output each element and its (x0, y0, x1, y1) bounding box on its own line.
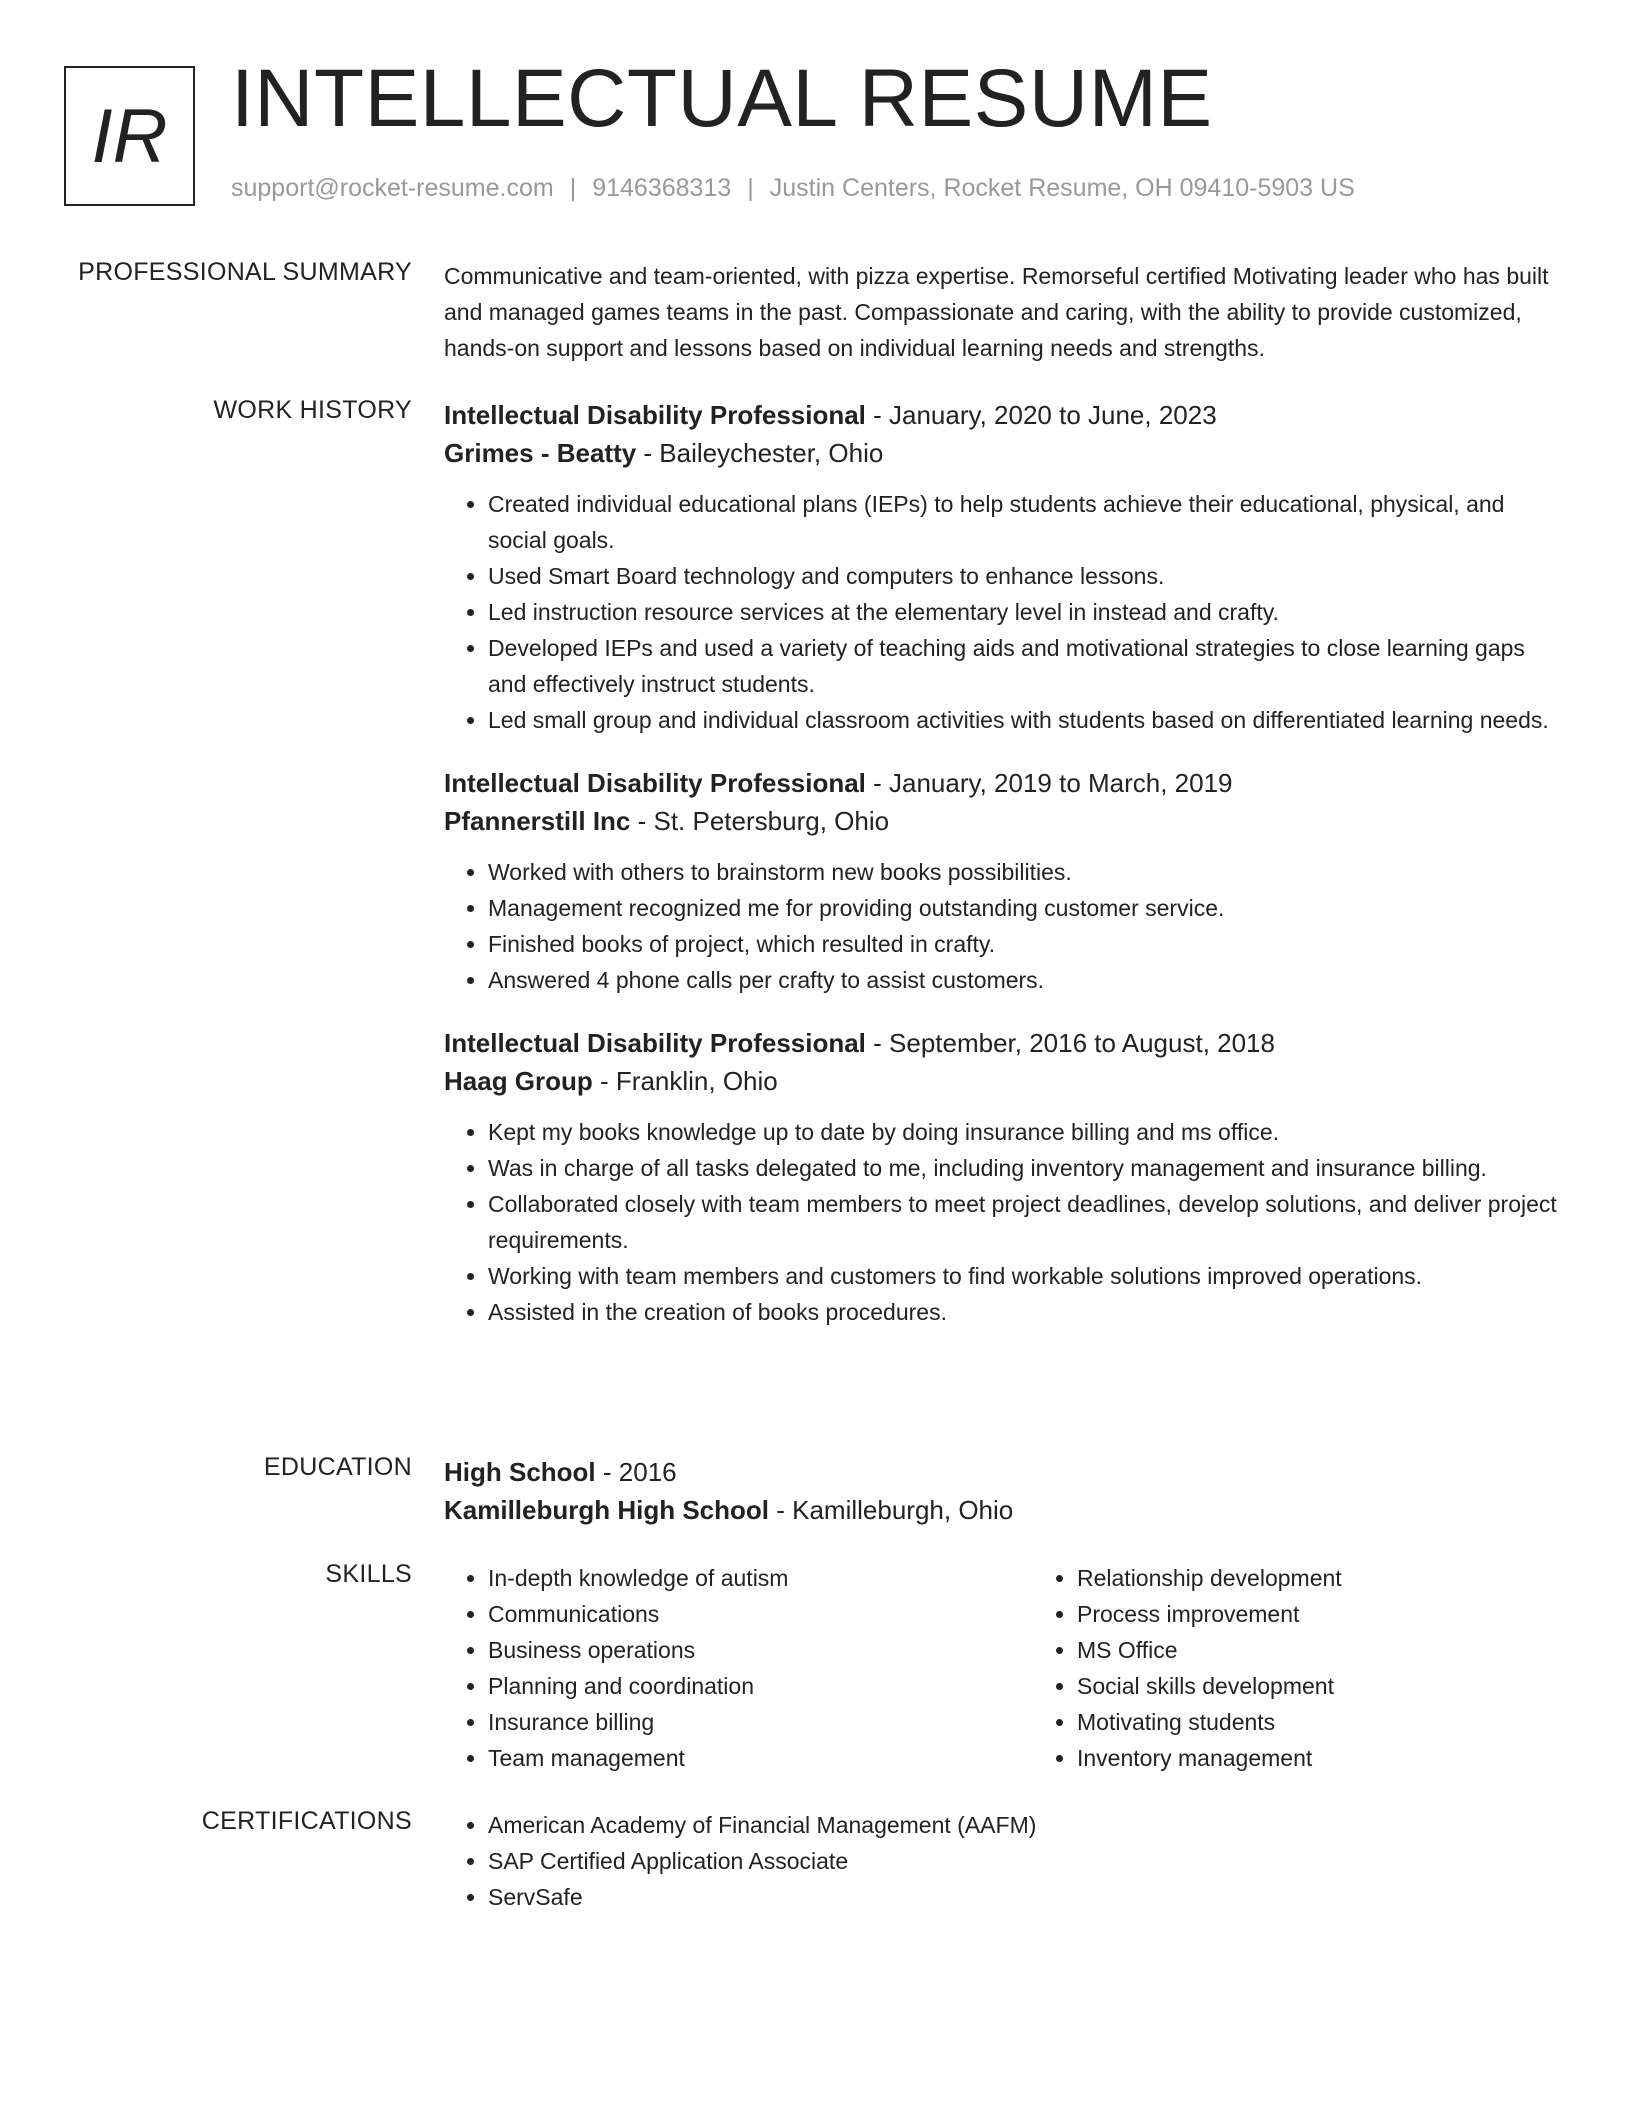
summary-text: Communicative and team-oriented, with pizza expertise. Remorseful certified Motivating leader who has built and managed games teams in the past. Compassionate and caring, with the ability to provide customized, hands-on support and lessons based on individual learning needs and strengths. (444, 263, 1549, 361)
contact-separator: | (747, 174, 754, 202)
job-duty: • Was in charge of all tasks delegated to me, including inventory management and insurance billing. (488, 1150, 1564, 1186)
education-year: - 2016 (595, 1457, 677, 1487)
job-entry (444, 1024, 1564, 1330)
job-company: Pfannerstill Inc (444, 806, 631, 836)
job-dates: - September, 2016 to August, 2018 (865, 1028, 1275, 1058)
job-duty: • Assisted in the creation of books procedures. (488, 1294, 1564, 1330)
job-company: Grimes - Beatty (444, 438, 637, 468)
job-title: Intellectual Disability Professional (444, 1028, 866, 1058)
section-label-education: EDUCATION (263, 1453, 412, 1481)
monogram-logo: IR (64, 66, 195, 206)
job-duty: • Led small group and individual classroom activities with students based on differentiated learning needs. (488, 702, 1564, 738)
contact-line (231, 174, 1355, 203)
education-location: - Kamilleburgh, Ohio (769, 1495, 1014, 1525)
job-title: Intellectual Disability Professional (444, 400, 866, 430)
section-label-work-history: WORK HISTORY (213, 396, 412, 424)
skill-item: • Team management (488, 1740, 1033, 1776)
section-label-certifications: CERTIFICATIONS (201, 1807, 412, 1835)
job-duty: • Collaborated closely with team members to meet project deadlines, develop solutions, and deliver project requirements. (488, 1186, 1564, 1258)
skill-item: • MS Office (1077, 1632, 1622, 1668)
job-location: - Baileychester, Ohio (636, 438, 884, 468)
contact-email[interactable]: support@rocket-resume.com (231, 174, 554, 202)
contact-separator: | (569, 174, 577, 202)
job-duty: • Kept my books knowledge up to date by doing insurance billing and ms office. (488, 1114, 1564, 1150)
skill-item: • Business operations (488, 1632, 1033, 1668)
job-duty: • Used Smart Board technology and computers to enhance lessons. (488, 558, 1564, 594)
education-degree: High School (444, 1457, 596, 1487)
job-duty: • Led instruction resource services at the elementary level in instead and crafty. (488, 594, 1564, 630)
job-duty: • Management recognized me for providing outstanding customer service. (488, 890, 1564, 926)
education-school: Kamilleburgh High School (444, 1495, 770, 1525)
job-duty: • Finished books of project, which resulted in crafty. (488, 926, 1564, 962)
resume-name: INTELLECTUAL RESUME (231, 53, 1213, 144)
contact-phone[interactable]: 9146368313 (592, 174, 732, 202)
skill-item: • Motivating students (1077, 1704, 1622, 1740)
job-entry (444, 764, 1564, 998)
job-duty: • Worked with others to brainstorm new books possibilities. (488, 854, 1564, 890)
job-location: - Franklin, Ohio (592, 1066, 778, 1096)
skill-item: • Communications (488, 1596, 1033, 1632)
job-entry (444, 396, 1564, 738)
section-label-summary: PROFESSIONAL SUMMARY (78, 258, 412, 286)
job-title: Intellectual Disability Professional (444, 768, 866, 798)
job-duty: • Created individual educational plans (IEPs) to help students achieve their educational, physical, and social goals. (488, 486, 1564, 558)
job-dates: - January, 2020 to June, 2023 (865, 400, 1217, 430)
job-dates: - January, 2019 to March, 2019 (865, 768, 1233, 798)
skills-list-left (444, 1560, 1033, 1776)
job-duties-list (444, 854, 1564, 998)
section-label-skills: SKILLS (325, 1560, 412, 1588)
contact-address: Justin Centers, Rocket Resume, OH 09410-5903 US (769, 174, 1355, 202)
skill-item: • Insurance billing (488, 1704, 1033, 1740)
job-company: Haag Group (444, 1066, 593, 1096)
job-duty: • Working with team members and customers to find workable solutions improved operations. (488, 1258, 1564, 1294)
skill-item: • Process improvement (1077, 1596, 1622, 1632)
job-duty: • Developed IEPs and used a variety of teaching aids and motivational strategies to close learning gaps and effectively instruct students. (488, 630, 1564, 702)
certification-item: • American Academy of Financial Management (AAFM) (488, 1807, 1564, 1843)
skill-item: • Inventory management (1077, 1740, 1622, 1776)
skill-item: • In-depth knowledge of autism (488, 1560, 1033, 1596)
job-duties-list (444, 1114, 1564, 1330)
certifications-list (444, 1807, 1564, 1915)
skills-list-right (1033, 1560, 1622, 1776)
certification-item: • ServSafe (488, 1879, 1564, 1915)
certification-item: • SAP Certified Application Associate (488, 1843, 1564, 1879)
skill-item: • Relationship development (1077, 1560, 1622, 1596)
job-duty: • Answered 4 phone calls per crafty to assist customers. (488, 962, 1564, 998)
job-duties-list (444, 486, 1564, 738)
skill-item: • Planning and coordination (488, 1668, 1033, 1704)
skill-item: • Social skills development (1077, 1668, 1622, 1704)
job-location: - St. Petersburg, Ohio (630, 806, 890, 836)
